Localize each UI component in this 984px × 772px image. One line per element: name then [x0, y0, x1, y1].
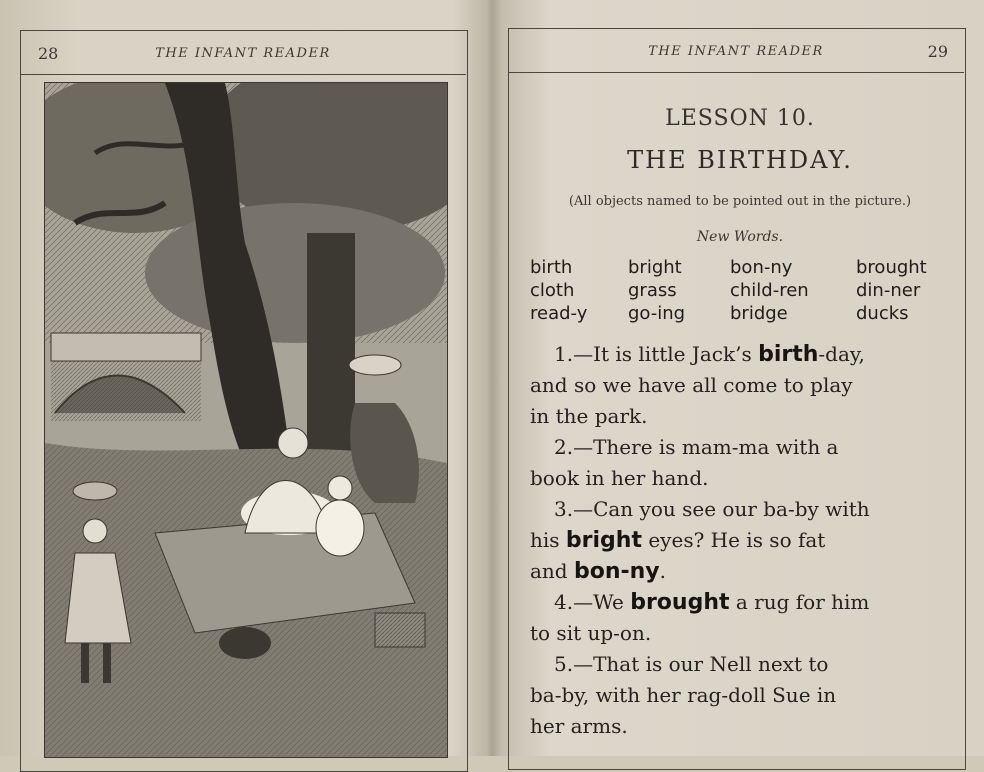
page-number: 29	[927, 42, 948, 61]
new-word: brought	[856, 257, 927, 278]
lesson-text-run: her arms.	[530, 714, 628, 738]
lesson-line	[530, 525, 825, 556]
new-word: ducks	[856, 303, 909, 324]
lesson-note: (All objects named to be pointed out in the picture.)	[568, 194, 912, 209]
new-word: read-y	[530, 303, 588, 324]
lesson-text-run: ba-by, with her rag-doll Sue in	[530, 683, 837, 707]
lesson-line	[554, 339, 865, 370]
engraving-drawing	[45, 83, 447, 757]
lesson-text-run: 4.—We	[554, 590, 631, 614]
new-word-highlight: bright	[565, 528, 642, 553]
new-word: din-ner	[856, 280, 921, 301]
new-words-heading: New Words.	[696, 229, 784, 245]
lesson-text-run: eyes? He is so fat	[641, 528, 826, 552]
lesson-text-run: book in her hand.	[530, 466, 709, 490]
page-number: 28	[38, 44, 59, 63]
new-word: bon-ny	[730, 257, 793, 278]
lesson-text-run: 5.—That is our Nell next to	[554, 652, 829, 676]
lesson-line	[530, 401, 648, 432]
lesson-text-run: a rug for him	[729, 590, 870, 614]
lesson-text-run: -day,	[818, 342, 865, 366]
lesson-text-run: in the park.	[530, 404, 648, 428]
lesson-line	[554, 494, 870, 525]
lesson-text-run: his	[530, 528, 566, 552]
new-word: go-ing	[628, 303, 686, 324]
lesson-line	[530, 463, 708, 494]
lesson-text-run: to sit up-on.	[530, 621, 652, 645]
new-word: grass	[628, 280, 677, 301]
right-page	[496, 0, 984, 756]
new-word: birth	[530, 257, 573, 278]
running-head: THE INFANT READER	[648, 44, 824, 59]
new-word: bridge	[730, 303, 788, 324]
new-word-highlight: brought	[630, 590, 730, 615]
lesson-line	[530, 680, 836, 711]
left-page	[0, 0, 488, 756]
lesson-text-run: and so we have all come to play	[530, 373, 853, 397]
lesson-line	[554, 432, 838, 463]
lesson-number: LESSON 10.	[665, 106, 815, 131]
lesson-text-run: 3.—Can you see our ba-by with	[554, 497, 870, 521]
lesson-text-run: and	[530, 559, 574, 583]
lesson-text-run: .	[659, 559, 666, 583]
picnic-engraving	[44, 82, 448, 758]
lesson-line	[554, 649, 828, 680]
lesson-line	[530, 618, 651, 649]
new-word-highlight: bon-ny	[573, 559, 660, 584]
lesson-line	[554, 587, 869, 618]
page-header	[508, 28, 964, 73]
new-word: cloth	[530, 280, 575, 301]
page-header	[20, 30, 466, 75]
lesson-text-run: 2.—There is mam-ma with a	[554, 435, 839, 459]
lesson-line	[530, 711, 628, 742]
new-word-highlight: birth	[758, 342, 819, 367]
new-word: child-ren	[730, 280, 809, 301]
new-word: bright	[628, 257, 682, 278]
lesson-line	[530, 556, 666, 587]
running-head: THE INFANT READER	[155, 46, 331, 61]
lesson-text-run: 1.—It is little Jack’s	[554, 342, 759, 366]
lesson-title: THE BIRTHDAY.	[627, 146, 853, 174]
lesson-line	[530, 370, 853, 401]
